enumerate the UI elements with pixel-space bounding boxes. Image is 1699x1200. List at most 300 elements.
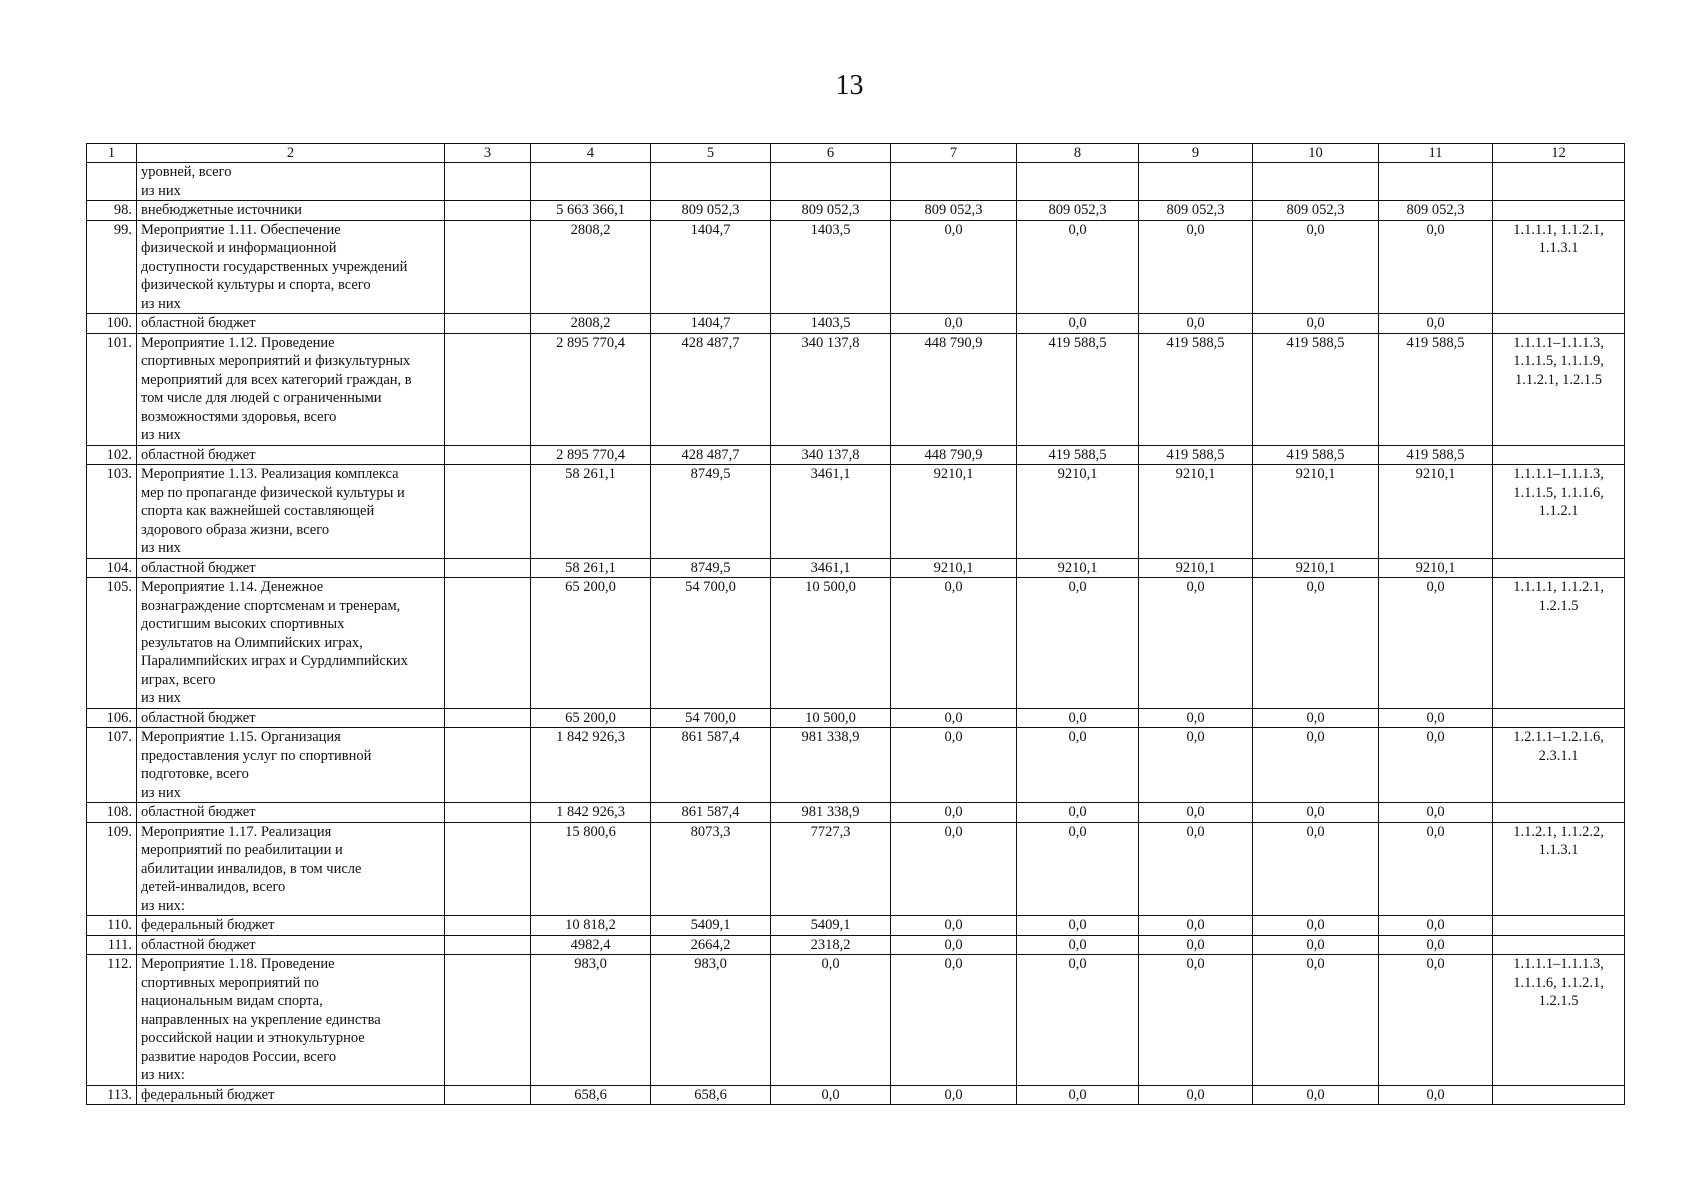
value-cell: 0,0 [1253, 935, 1379, 955]
value-cell: 9210,1 [1379, 465, 1493, 559]
value-cell: 0,0 [1253, 803, 1379, 823]
value-cell: 9210,1 [1379, 558, 1493, 578]
row-name-line: мер по пропаганде физической культуры и [141, 484, 405, 501]
value-cell [1379, 163, 1493, 201]
value-cell: 9210,1 [1139, 558, 1253, 578]
row-number: 110. [87, 916, 137, 936]
value-cell: 0,0 [1017, 916, 1139, 936]
row-name-line: Мероприятие 1.12. Проведение [141, 334, 335, 351]
value-cell: 0,0 [771, 1085, 891, 1105]
value-cell: 0,0 [1253, 822, 1379, 916]
value-cell: 2664,2 [651, 935, 771, 955]
column-header: 7 [891, 144, 1017, 163]
value-cell: 658,6 [531, 1085, 651, 1105]
value-cell: 54 700,0 [651, 578, 771, 709]
row-col3 [445, 201, 531, 221]
row-number: 111. [87, 935, 137, 955]
row-name-line: из них [141, 690, 181, 706]
row-col3 [445, 708, 531, 728]
row-name-line: физической и информационной [141, 240, 337, 256]
table-row [87, 220, 1625, 314]
row-name-line: Паралимпийских играх и Сурдлимпийских [141, 653, 408, 669]
row-name-line: из них: [141, 897, 185, 914]
value-cell: 419 588,5 [1253, 445, 1379, 465]
value-cell: 0,0 [891, 955, 1017, 1086]
value-cell: 0,0 [1139, 1085, 1253, 1105]
row-name-line: федеральный бюджет [141, 1086, 275, 1103]
row-number: 109. [87, 822, 137, 916]
row-name-line: из них [141, 182, 181, 199]
value-cell: 0,0 [1139, 220, 1253, 314]
column-header: 1 [87, 144, 137, 163]
table-row [87, 935, 1625, 955]
row-name-line: том числе для людей с ограниченными [141, 390, 382, 406]
row-name [137, 220, 445, 314]
target-indicators [1493, 1085, 1625, 1105]
target-indicators [1493, 578, 1625, 709]
table-row [87, 728, 1625, 803]
row-name-line: детей-инвалидов, всего [141, 879, 286, 895]
value-cell: 0,0 [1139, 955, 1253, 1086]
row-name-line: направленных на укрепление единства [141, 1011, 381, 1028]
row-name-line: федеральный бюджет [141, 917, 275, 933]
value-cell: 419 588,5 [1139, 445, 1253, 465]
column-header: 12 [1493, 144, 1625, 163]
value-cell: 5409,1 [771, 916, 891, 936]
value-cell: 0,0 [1139, 314, 1253, 334]
value-cell: 65 200,0 [531, 708, 651, 728]
row-col3 [445, 935, 531, 955]
row-name-line: мероприятий для всех категорий граждан, в [141, 371, 412, 388]
row-name [137, 163, 445, 201]
row-col3 [445, 333, 531, 445]
value-cell [1017, 163, 1139, 201]
row-name-line: из них [141, 540, 181, 556]
value-cell: 0,0 [1253, 955, 1379, 1086]
row-name-line: из них [141, 784, 181, 801]
target-line: 1.1.3.1 [1538, 240, 1579, 256]
row-name-line: российской нации и этнокультурное [141, 1030, 365, 1046]
value-cell: 1 842 926,3 [531, 803, 651, 823]
row-name-line: спорта как важнейшей составляющей [141, 503, 375, 519]
value-cell: 340 137,8 [771, 445, 891, 465]
row-col3 [445, 314, 531, 334]
row-col3 [445, 220, 531, 314]
column-header: 6 [771, 144, 891, 163]
row-name [137, 445, 445, 465]
value-cell: 0,0 [1139, 728, 1253, 803]
value-cell [891, 163, 1017, 201]
row-name-line: физической культуры и спорта, всего [141, 277, 371, 293]
value-cell: 0,0 [891, 935, 1017, 955]
row-col3 [445, 465, 531, 559]
value-cell: 58 261,1 [531, 465, 651, 559]
row-name-line: Мероприятие 1.14. Денежное [141, 579, 324, 595]
row-name [137, 201, 445, 221]
value-cell: 983,0 [531, 955, 651, 1086]
value-cell: 0,0 [1379, 314, 1493, 334]
value-cell: 809 052,3 [771, 201, 891, 221]
row-number: 113. [87, 1085, 137, 1105]
target-line: 1.1.2.1 [1538, 503, 1579, 519]
value-cell: 9210,1 [1253, 558, 1379, 578]
value-cell: 0,0 [1379, 822, 1493, 916]
value-cell: 0,0 [1253, 314, 1379, 334]
value-cell: 0,0 [1017, 822, 1139, 916]
row-name-line: внебюджетные источники [141, 202, 302, 218]
table-row [87, 1085, 1625, 1105]
value-cell: 658,6 [651, 1085, 771, 1105]
target-line: 2.3.1.1 [1538, 747, 1579, 764]
value-cell: 0,0 [1139, 578, 1253, 709]
row-name-line: областной бюджет [141, 709, 256, 726]
value-cell [1253, 163, 1379, 201]
row-name-line: Мероприятие 1.11. Обеспечение [141, 221, 341, 238]
value-cell: 0,0 [1139, 803, 1253, 823]
row-number: 112. [87, 955, 137, 1086]
value-cell: 0,0 [1253, 728, 1379, 803]
value-cell: 428 487,7 [651, 333, 771, 445]
target-line: 1.2.1.1–1.2.1.6, [1513, 729, 1604, 745]
value-cell: 0,0 [1139, 822, 1253, 916]
row-name [137, 1085, 445, 1105]
row-name-line: спортивных мероприятий по [141, 974, 319, 991]
row-number: 105. [87, 578, 137, 709]
value-cell: 0,0 [891, 916, 1017, 936]
value-cell: 0,0 [891, 728, 1017, 803]
row-col3 [445, 822, 531, 916]
row-name-line: достигшим высоких спортивных [141, 616, 345, 632]
row-number: 101. [87, 333, 137, 445]
target-indicators [1493, 935, 1625, 955]
value-cell: 2 895 770,4 [531, 445, 651, 465]
value-cell: 9210,1 [1253, 465, 1379, 559]
value-cell: 9210,1 [1017, 558, 1139, 578]
value-cell: 0,0 [1379, 916, 1493, 936]
row-col3 [445, 916, 531, 936]
row-name-line: результатов на Олимпийских играх, [141, 634, 363, 651]
value-cell: 2808,2 [531, 314, 651, 334]
row-name-line: областной бюджет [141, 446, 256, 463]
target-line: 1.1.1.1–1.1.1.3, [1513, 334, 1604, 351]
table-row [87, 465, 1625, 559]
value-cell: 4982,4 [531, 935, 651, 955]
table-row [87, 314, 1625, 334]
target-line: 1.1.1.1, 1.1.2.1, [1513, 579, 1604, 595]
value-cell: 809 052,3 [1139, 201, 1253, 221]
target-indicators [1493, 803, 1625, 823]
table-row [87, 201, 1625, 221]
row-col3 [445, 728, 531, 803]
value-cell: 54 700,0 [651, 708, 771, 728]
row-name-line: мероприятий по реабилитации и [141, 842, 343, 858]
value-cell: 419 588,5 [1017, 333, 1139, 445]
row-name-line: Мероприятие 1.18. Проведение [141, 956, 335, 972]
value-cell: 0,0 [1139, 935, 1253, 955]
value-cell: 0,0 [1253, 708, 1379, 728]
row-name-line: предоставления услуг по спортивной [141, 747, 372, 764]
value-cell: 0,0 [1253, 220, 1379, 314]
value-cell: 58 261,1 [531, 558, 651, 578]
row-name-line: здорового образа жизни, всего [141, 521, 330, 538]
column-header: 4 [531, 144, 651, 163]
value-cell: 0,0 [891, 220, 1017, 314]
target-indicators [1493, 822, 1625, 916]
header-row [87, 144, 1625, 163]
target-indicators [1493, 558, 1625, 578]
table-row [87, 558, 1625, 578]
value-cell: 0,0 [1017, 803, 1139, 823]
table-row [87, 803, 1625, 823]
target-line: 1.1.1.6, 1.1.2.1, [1513, 974, 1604, 991]
row-col3 [445, 1085, 531, 1105]
value-cell: 0,0 [1379, 578, 1493, 709]
row-name-line: спортивных мероприятий и физкультурных [141, 353, 411, 369]
value-cell: 448 790,9 [891, 445, 1017, 465]
target-line: 1.1.1.5, 1.1.1.9, [1513, 353, 1604, 369]
row-name-line: Мероприятие 1.15. Организация [141, 729, 341, 745]
value-cell: 0,0 [891, 822, 1017, 916]
value-cell: 0,0 [1017, 955, 1139, 1086]
value-cell: 983,0 [651, 955, 771, 1086]
value-cell: 8749,5 [651, 558, 771, 578]
row-name [137, 314, 445, 334]
target-line: 1.2.1.5 [1538, 597, 1579, 614]
row-number: 107. [87, 728, 137, 803]
row-number: 104. [87, 558, 137, 578]
row-col3 [445, 163, 531, 201]
target-indicators [1493, 445, 1625, 465]
value-cell: 9210,1 [1017, 465, 1139, 559]
row-name [137, 465, 445, 559]
row-name [137, 822, 445, 916]
value-cell [531, 163, 651, 201]
value-cell: 5 663 366,1 [531, 201, 651, 221]
value-cell: 340 137,8 [771, 333, 891, 445]
value-cell: 861 587,4 [651, 728, 771, 803]
value-cell: 8749,5 [651, 465, 771, 559]
target-indicators [1493, 201, 1625, 221]
value-cell: 419 588,5 [1139, 333, 1253, 445]
row-name-line: уровней, всего [141, 164, 232, 180]
row-name-line: из них: [141, 1067, 185, 1083]
value-cell: 0,0 [1379, 1085, 1493, 1105]
table-row [87, 822, 1625, 916]
row-name [137, 803, 445, 823]
value-cell: 1 842 926,3 [531, 728, 651, 803]
value-cell: 428 487,7 [651, 445, 771, 465]
value-cell: 0,0 [1253, 1085, 1379, 1105]
value-cell: 0,0 [891, 578, 1017, 709]
value-cell: 2808,2 [531, 220, 651, 314]
table-row [87, 578, 1625, 709]
target-line: 1.1.1.1, 1.1.2.1, [1513, 221, 1604, 238]
value-cell: 8073,3 [651, 822, 771, 916]
row-number: 106. [87, 708, 137, 728]
value-cell: 10 500,0 [771, 578, 891, 709]
value-cell: 0,0 [1017, 1085, 1139, 1105]
row-name [137, 955, 445, 1086]
value-cell: 419 588,5 [1017, 445, 1139, 465]
target-indicators [1493, 333, 1625, 445]
value-cell: 419 588,5 [1379, 445, 1493, 465]
target-line: 1.2.1.5 [1538, 993, 1579, 1009]
target-indicators [1493, 220, 1625, 314]
value-cell: 0,0 [1017, 728, 1139, 803]
row-name-line: национальным видам спорта, [141, 993, 323, 1009]
row-name [137, 578, 445, 709]
row-name-line: подготовке, всего [141, 766, 249, 782]
row-col3 [445, 955, 531, 1086]
row-name-line: областной бюджет [141, 315, 256, 331]
row-number: 103. [87, 465, 137, 559]
value-cell: 0,0 [771, 955, 891, 1086]
value-cell: 65 200,0 [531, 578, 651, 709]
value-cell: 809 052,3 [1253, 201, 1379, 221]
row-name [137, 935, 445, 955]
value-cell: 15 800,6 [531, 822, 651, 916]
row-name-line: вознаграждение спортсменам и тренерам, [141, 597, 401, 614]
table-row [87, 333, 1625, 445]
row-name-line: областной бюджет [141, 936, 256, 953]
value-cell: 0,0 [1017, 578, 1139, 709]
row-name-line: из них [141, 295, 181, 312]
row-col3 [445, 445, 531, 465]
row-name-line: доступности государственных учреждений [141, 258, 408, 275]
target-indicators [1493, 955, 1625, 1086]
column-header: 5 [651, 144, 771, 163]
target-line: 1.1.2.1, 1.1.2.2, [1513, 823, 1604, 840]
value-cell: 10 818,2 [531, 916, 651, 936]
table-row [87, 708, 1625, 728]
column-header: 3 [445, 144, 531, 163]
value-cell: 1403,5 [771, 314, 891, 334]
value-cell: 0,0 [1379, 803, 1493, 823]
row-number [87, 163, 137, 201]
value-cell: 0,0 [1379, 708, 1493, 728]
value-cell: 1404,7 [651, 314, 771, 334]
column-header: 10 [1253, 144, 1379, 163]
row-name [137, 708, 445, 728]
row-name [137, 916, 445, 936]
value-cell: 0,0 [1379, 955, 1493, 1086]
value-cell: 10 500,0 [771, 708, 891, 728]
value-cell: 3461,1 [771, 465, 891, 559]
value-cell: 2318,2 [771, 935, 891, 955]
value-cell: 1403,5 [771, 220, 891, 314]
target-indicators [1493, 708, 1625, 728]
target-line: 1.1.3.1 [1538, 842, 1579, 858]
column-header: 2 [137, 144, 445, 163]
column-header: 11 [1379, 144, 1493, 163]
value-cell: 0,0 [1379, 220, 1493, 314]
value-cell [771, 163, 891, 201]
target-line: 1.1.2.1, 1.2.1.5 [1515, 371, 1602, 388]
value-cell: 0,0 [891, 708, 1017, 728]
row-name-line: областной бюджет [141, 804, 256, 820]
row-name-line: играх, всего [141, 671, 216, 688]
target-indicators [1493, 163, 1625, 201]
value-cell: 0,0 [1253, 916, 1379, 936]
value-cell: 7727,3 [771, 822, 891, 916]
row-col3 [445, 558, 531, 578]
table-row [87, 955, 1625, 1086]
value-cell: 981 338,9 [771, 728, 891, 803]
value-cell: 0,0 [1379, 935, 1493, 955]
value-cell [651, 163, 771, 201]
row-name-line: Мероприятие 1.17. Реализация [141, 823, 332, 840]
value-cell: 0,0 [1139, 708, 1253, 728]
target-indicators [1493, 916, 1625, 936]
value-cell: 2 895 770,4 [531, 333, 651, 445]
target-line: 1.1.1.1–1.1.1.3, [1513, 466, 1604, 482]
value-cell: 809 052,3 [651, 201, 771, 221]
page-number: 13 [835, 70, 864, 101]
value-cell: 0,0 [1017, 220, 1139, 314]
value-cell: 419 588,5 [1379, 333, 1493, 445]
value-cell: 1404,7 [651, 220, 771, 314]
value-cell: 809 052,3 [891, 201, 1017, 221]
value-cell: 0,0 [1253, 578, 1379, 709]
value-cell: 0,0 [891, 803, 1017, 823]
table-body [87, 163, 1625, 1105]
value-cell: 861 587,4 [651, 803, 771, 823]
row-name-line: Мероприятие 1.13. Реализация комплекса [141, 466, 399, 482]
row-name-line: областной бюджет [141, 559, 256, 576]
row-number: 99. [87, 220, 137, 314]
table-row [87, 163, 1625, 201]
target-indicators [1493, 314, 1625, 334]
row-number: 108. [87, 803, 137, 823]
row-name-line: из них [141, 427, 181, 443]
target-line: 1.1.1.1–1.1.1.3, [1513, 956, 1604, 972]
value-cell [1139, 163, 1253, 201]
value-cell: 809 052,3 [1379, 201, 1493, 221]
row-name-line: возможностями здоровья, всего [141, 408, 337, 425]
row-number: 102. [87, 445, 137, 465]
target-indicators [1493, 465, 1625, 559]
value-cell: 419 588,5 [1253, 333, 1379, 445]
target-indicators [1493, 728, 1625, 803]
value-cell: 9210,1 [891, 558, 1017, 578]
value-cell: 9210,1 [1139, 465, 1253, 559]
column-header: 9 [1139, 144, 1253, 163]
table-row [87, 916, 1625, 936]
value-cell: 0,0 [1139, 916, 1253, 936]
value-cell: 809 052,3 [1017, 201, 1139, 221]
value-cell: 5409,1 [651, 916, 771, 936]
value-cell: 0,0 [891, 314, 1017, 334]
row-name [137, 728, 445, 803]
row-col3 [445, 578, 531, 709]
row-col3 [445, 803, 531, 823]
value-cell: 0,0 [1017, 935, 1139, 955]
value-cell: 448 790,9 [891, 333, 1017, 445]
row-name-line: абилитации инвалидов, в том числе [141, 860, 362, 877]
row-number: 100. [87, 314, 137, 334]
value-cell: 9210,1 [891, 465, 1017, 559]
table-row [87, 445, 1625, 465]
value-cell: 3461,1 [771, 558, 891, 578]
value-cell: 0,0 [1017, 314, 1139, 334]
row-name [137, 333, 445, 445]
row-name [137, 558, 445, 578]
row-name-line: развитие народов России, всего [141, 1048, 337, 1065]
value-cell: 981 338,9 [771, 803, 891, 823]
budget-table [86, 143, 1625, 1105]
value-cell: 0,0 [1379, 728, 1493, 803]
column-header: 8 [1017, 144, 1139, 163]
